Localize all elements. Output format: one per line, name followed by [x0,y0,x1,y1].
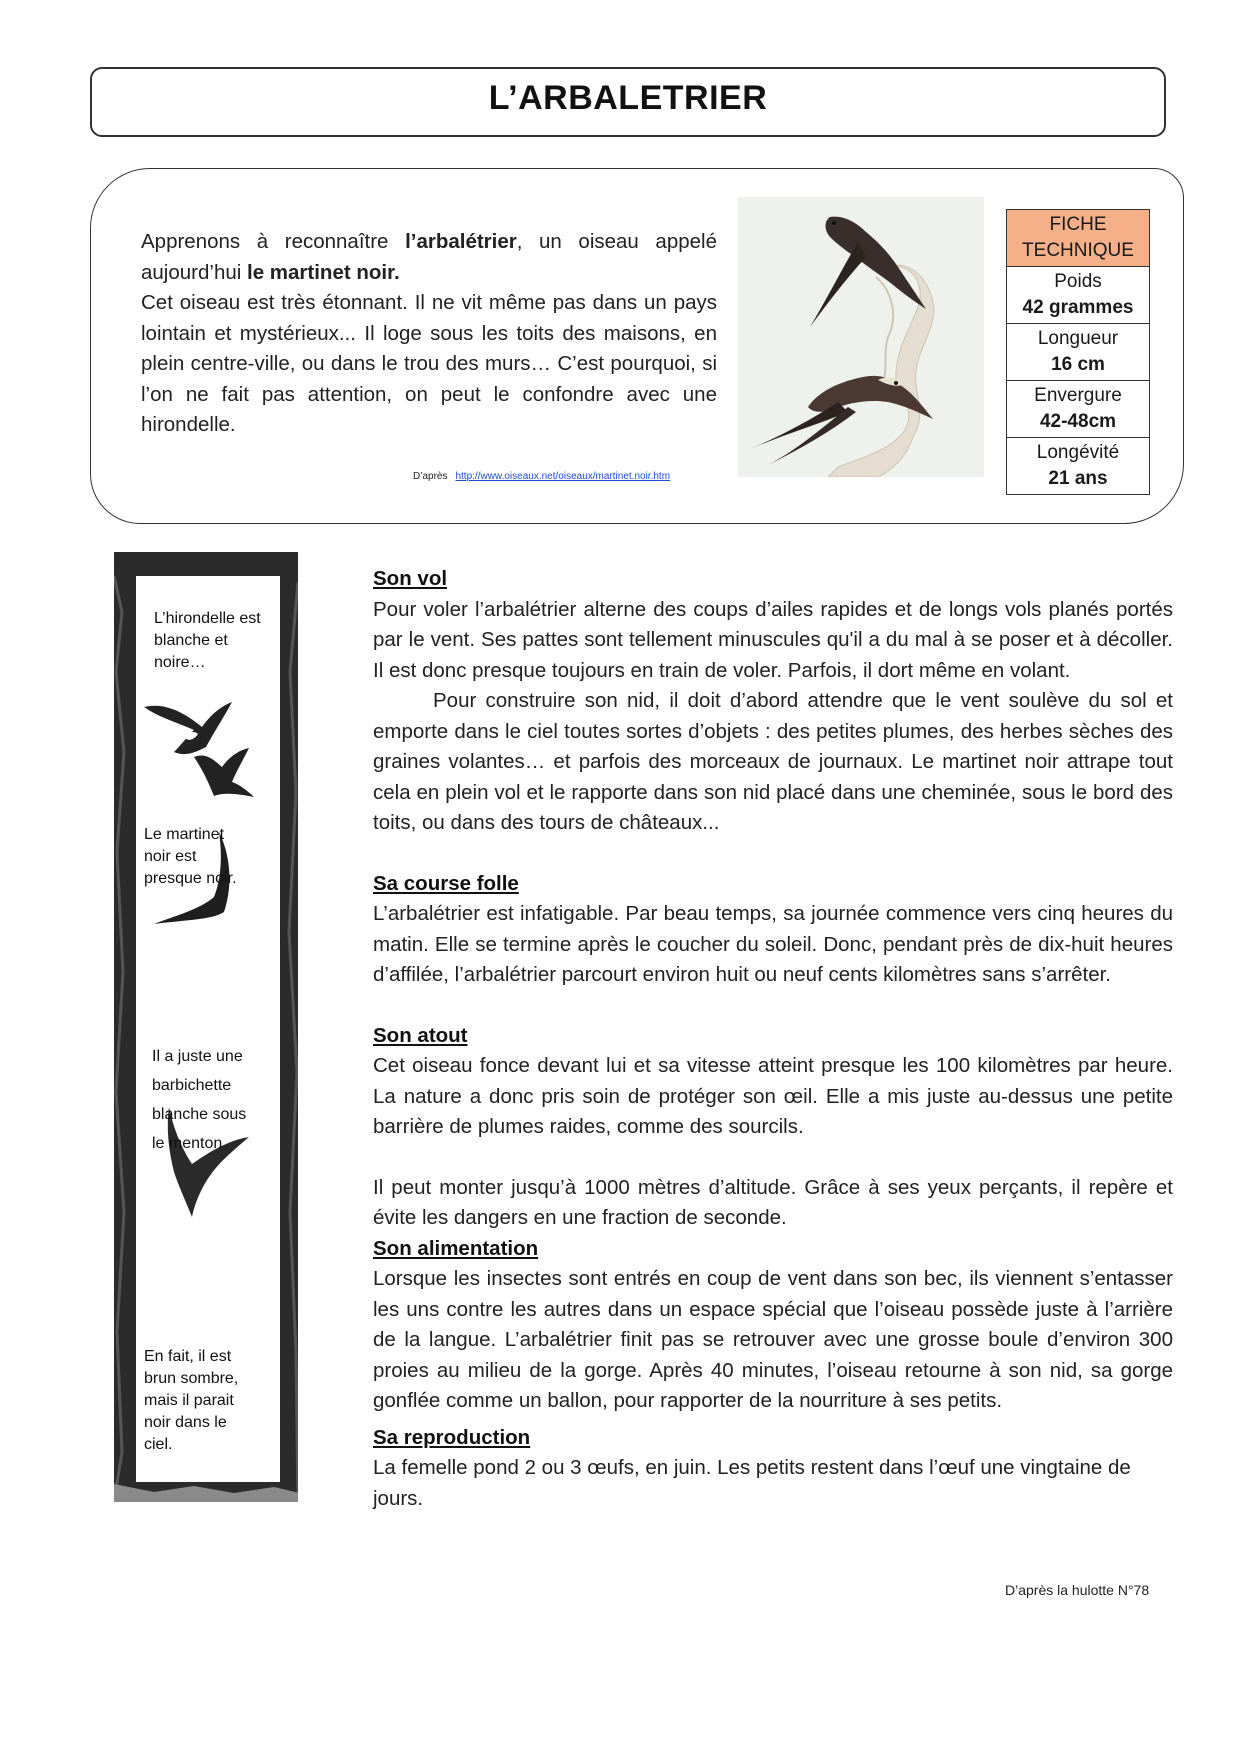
source-citation: D’après http://www.oiseaux.net/oiseaux/martinet.noir.htm [413,471,671,482]
intro-box [90,168,1184,524]
section-title-course: Sa course folle [373,871,519,895]
section-text-course: L’arbalétrier est infatigable. Par beau temps, sa journée commence vers cinq heures du matin. Elle se termine après le coucher du soleil. Donc, pendant près de dix-huit heures d’affilée, l’arbalétrier parcourt environ huit ou neuf cents kilomètres sans s’arrêter. [373,902,1173,986]
fiche-row [1007,438,1150,495]
section-text-atout-1: Cet oiseau fonce devant lui et sa vitesse atteint presque les 100 kilomètres par heure. La nature a donc pris soin de protéger son œil. Elle a mis juste au-dessus une petite barrière de plumes raides, comme des sourcils. [373,1054,1173,1138]
swift-illustration [738,197,984,477]
fiche-label: Longueur [1037,328,1119,349]
fiche-row [1007,324,1150,381]
credit-footer: D’après la hulotte N°78 [1005,1582,1150,1598]
sidebar-note-3: Il a juste une barbichette blanche sous le menton [152,1048,247,1152]
swift-drawing-icon [738,197,984,477]
fiche-value: 42-48cm [1039,411,1117,432]
fiche-label: Envergure [1034,385,1122,406]
fiche-value: 42 grammes [1022,297,1134,318]
sidebar-note-1: L’hirondelle est blanche et noire… [154,610,261,671]
section-title-vol: Son vol [373,567,448,590]
fiche-value: 21 ans [1048,468,1108,489]
main-content [373,564,1173,1514]
section-text-alimentation: Lorsque les insectes sont entrés en coup de vent dans son bec, ils viennent s’entasser les uns contre les autres dans un espace spécial que l’oiseau possède juste à l’arrière de la langue. L’arbalétrier finit pas se retrouver avec une grosse boule d’environ 300 proies au milieu de la gorge. Après 40 minutes, l’oiseau retourne à son nid, sa gorge gonflée comme un ballon, pour rapporter de la nourriture à ses petits. [373,1267,1173,1412]
title-box [90,67,1166,137]
intro-paragraph-1: Apprenons à reconnaître l’arbalétrier, un oiseau appelé aujourd’hui le martinet noir. [141,230,717,284]
section-text-reproduction: La femelle pond 2 ou 3 œufs, en juin. Les petits restent dans l’œuf une vingtaine de jours. [373,1456,1131,1510]
sidebar-frame [114,552,298,1502]
sidebar-note-2: Le martinet noir est presque noir. [144,826,237,887]
section-text-vol-2: Pour construire son nid, il doit d’abord attendre que le vent soulève du sol et emporte dans le ciel toutes sortes d’objets : des petites plumes, des herbes sèches des graines volantes… et parfois des morceaux de journaux. Le martinet noir attrape tout cela en plein vol et le rapporte dans son nid placé dans une cheminée, sous le bord des toits, ou dans des tours de châteaux... [373,689,1173,834]
page-title: L’ARBALETRIER [488,79,768,117]
section-text-vol-1: Pour voler l’arbalétrier alterne des coups d’ailes rapides et de longs vols planés portés par le vent. Ses pattes sont tellement minuscules qu'il a du mal à se poser et à décoller. Il est donc presque toujours en train de voler. Parfois, il dort même en volant. [373,597,1173,682]
section-text-atout-2: Il peut monter jusqu’à 1000 mètres d’altitude. Grâce à ses yeux perçants, il repère et évite les dangers en une fraction de seconde. [373,1175,1173,1229]
fiche-row [1007,381,1150,438]
sidebar-note-4: En fait, il est brun sombre, mais il parait noir dans le ciel. [144,1348,239,1453]
fiche-technique [1006,209,1150,495]
intro-text [141,227,717,441]
section-title-alimentation: Son alimentation [373,1236,539,1260]
section-title-reproduction: Sa reproduction [373,1425,531,1449]
source-link[interactable]: http://www.oiseaux.net/oiseaux/martinet.noir.htm [455,471,671,482]
fiche-label: Poids [1054,271,1102,292]
fiche-value: 16 cm [1051,354,1105,375]
section-title-atout: Son atout [373,1023,468,1047]
intro-paragraph-2: Cet oiseau est très étonnant. Il ne vit même pas dans un pays lointain et mystérieux... Il loge sous les toits des maisons, en plein centre-ville, ou dans le trou des murs… C’est pourquoi, si l’on ne fait pas attention, on peut le confondre avec une hirondelle. [141,291,717,436]
fiche-header: FICHE TECHNIQUE [1007,210,1150,267]
fiche-row [1007,267,1150,324]
fiche-label: Longévité [1036,442,1120,463]
